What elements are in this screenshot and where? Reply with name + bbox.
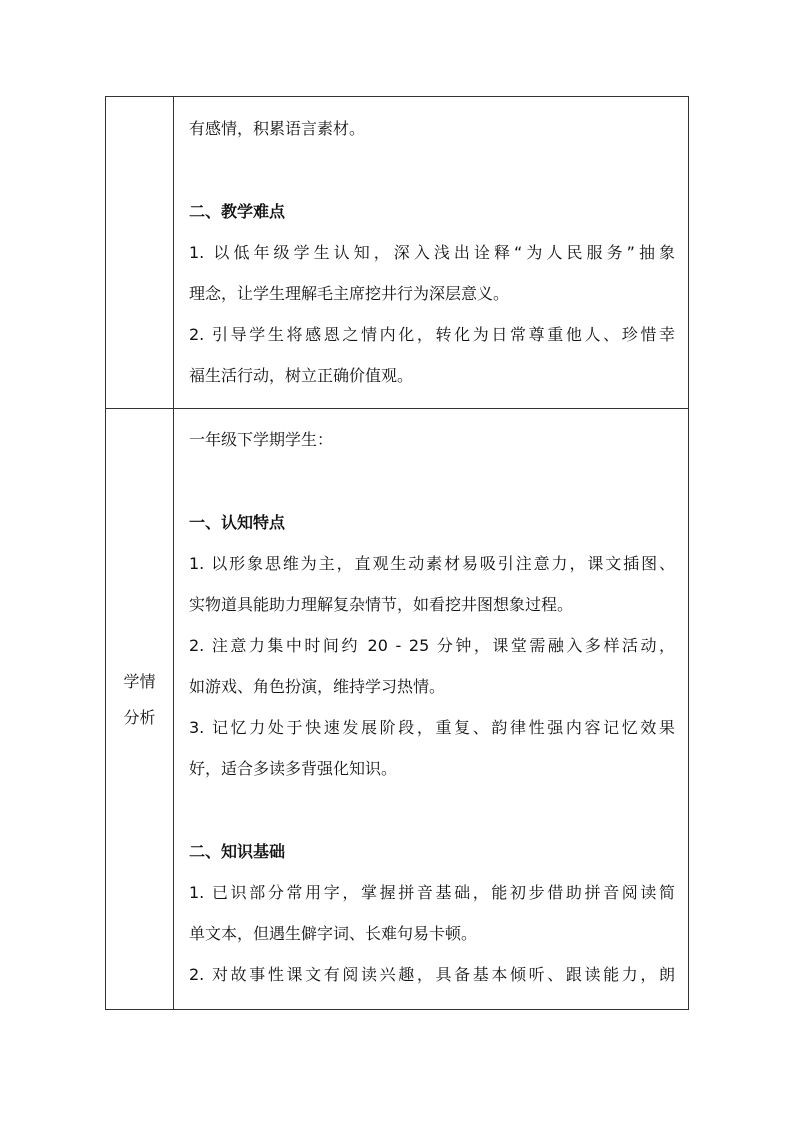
text-line: 1. 以低年级学生认知，深入浅出诠释“为人民服务”抽象 [189,243,675,262]
row-label-line: 学情 [123,672,156,691]
text-line: 1. 已识部分常用字，掌握拼音基础，能初步借助拼音阅读简 [189,883,675,902]
row-divider [106,408,688,409]
row-label-line: 分析 [123,708,156,727]
text-line: 2. 对故事性课文有阅读兴趣，具备基本倾听、跟读能力，朗 [189,965,675,984]
section-heading: 二、知识基础 [189,842,286,861]
text-line: 好，适合多读多背强化知识。 [189,759,398,778]
lesson-plan-table [105,96,689,1010]
text-line: 理念，让学生理解毛主席挖井行为深层意义。 [189,284,510,303]
text-line: 如游戏、角色扮演，维持学习热情。 [189,677,446,696]
text-line: 2. 注意力集中时间约 20 - 25 分钟，课堂需融入多样活动， [189,636,675,655]
text-line: 福生活行动，树立正确价值观。 [189,366,414,385]
text-line: 有感情，积累语言素材。 [189,119,366,138]
section-heading: 一、认知特点 [189,513,286,532]
text-line: 2. 引导学生将感恩之情内化，转化为日常尊重他人、珍惜幸 [189,325,675,344]
column-divider [173,97,174,1009]
section-heading: 二、教学难点 [189,202,286,221]
text-line: 实物道具能助力理解复杂情节，如看挖井图想象过程。 [189,595,574,614]
text-line: 3. 记忆力处于快速发展阶段，重复、韵律性强内容记忆效果 [189,718,675,737]
text-line: 单文本，但遇生僻字词、长难句易卡顿。 [189,924,478,943]
text-line: 一年级下学期学生： [189,430,334,449]
text-line: 1. 以形象思维为主，直观生动素材易吸引注意力，课文插图、 [189,554,675,573]
row-label-student-analysis [106,664,173,736]
